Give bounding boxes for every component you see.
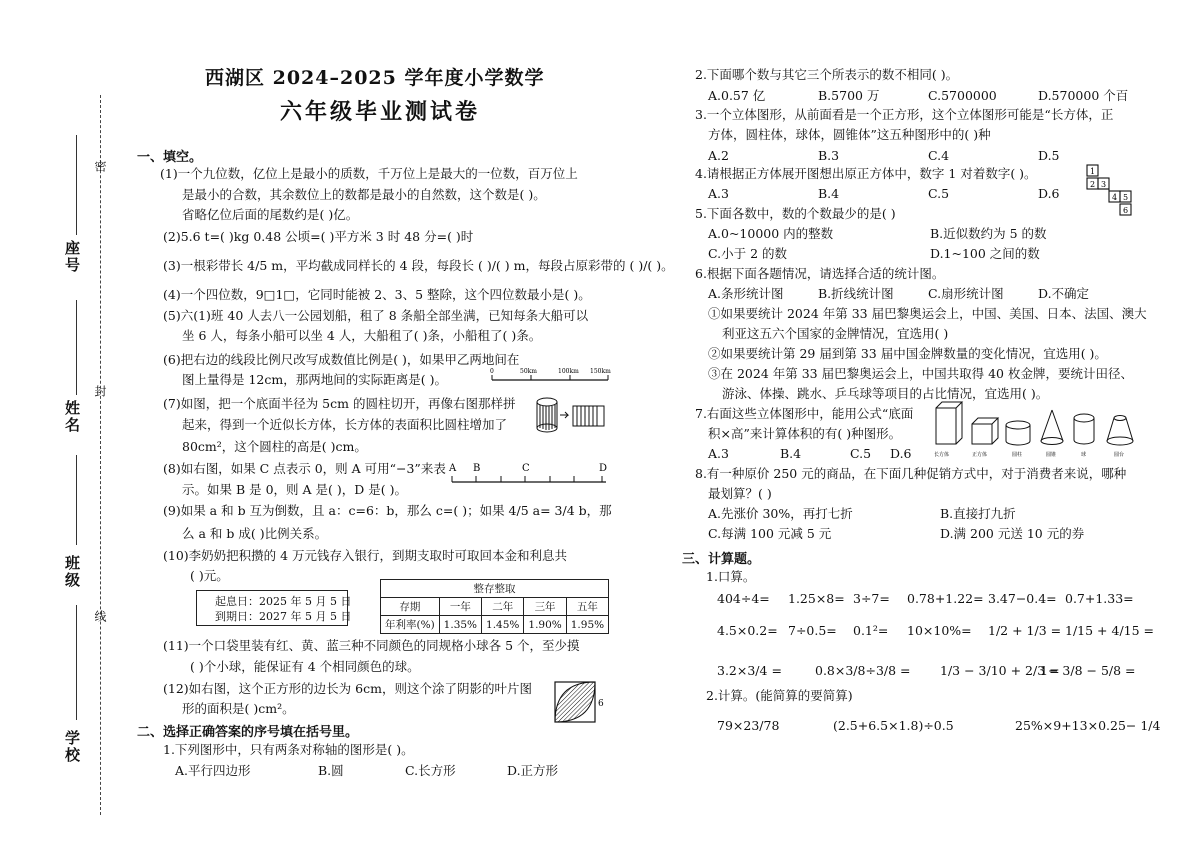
square-side-label: 6 bbox=[598, 699, 604, 709]
choice-q3-line2: 方体，圆柱体，球体，圆锥体”这五种图形中的( )种 bbox=[708, 127, 991, 142]
numline-b: B bbox=[473, 463, 481, 474]
bank-header-2y: 二年 bbox=[482, 598, 524, 616]
choice-q6-opt-c: C.扇形统计图 bbox=[928, 286, 1004, 301]
oral-r2-c1: 4.5×0.2= bbox=[717, 623, 778, 638]
choice-q4-opt-a: A.3 bbox=[708, 186, 729, 201]
choice-q3-line1: 3.一个立体图形，从前面看是一个正方形，这个立体图形可能是“长方体，正 bbox=[695, 107, 1114, 122]
choice-q6-opt-b: B.折线统计图 bbox=[818, 286, 894, 301]
net-face-6: 6 bbox=[1123, 206, 1129, 215]
choice-q5: 5.下面各数中，数的个数最少的是( ) bbox=[695, 206, 896, 221]
school-label: 学校 bbox=[63, 730, 81, 764]
choice-q7-line2: 积×高”来计算体积的有( )种图形。 bbox=[708, 426, 902, 441]
oral-r1-c2: 1.25×8= bbox=[788, 591, 845, 606]
bank-row-label: 年利率(%) bbox=[381, 616, 440, 634]
section-choice: 二、选择正确答案的序号填在括号里。 bbox=[137, 725, 359, 740]
oral-r1-c4: 0.78+1.22= bbox=[907, 591, 984, 606]
solid-label-1: 长方体 bbox=[934, 452, 950, 458]
choice-q3-opt-c: C.4 bbox=[928, 148, 950, 163]
choice-q2-opt-b: B.5700 万 bbox=[818, 88, 880, 103]
choice-q6-opt-a: A.条形统计图 bbox=[708, 286, 784, 301]
choice-q6-sub1-line2: 利亚这五六个国家的金牌情况，宜选用( ) bbox=[722, 326, 949, 341]
choice-q8-opt-d: D.满 200 元送 10 元的券 bbox=[940, 526, 1085, 541]
calc-1: 79×23/78 bbox=[717, 718, 780, 733]
bank-caption: 整存整取 bbox=[381, 580, 609, 598]
interest-table bbox=[380, 579, 609, 634]
bank-header-term: 存期 bbox=[381, 598, 440, 616]
scale-label-100: 100km bbox=[558, 368, 579, 375]
choice-q2-opt-d: D.570000 个百 bbox=[1038, 88, 1129, 103]
choice-q2-opt-a: A.0.57 亿 bbox=[708, 88, 766, 103]
bank-rate-1y: 1.35% bbox=[439, 616, 481, 634]
oral-calc-heading: 1.口算。 bbox=[706, 569, 756, 584]
choice-q1-opt-a: A.平行四边形 bbox=[175, 763, 251, 778]
solid-label-2: 正方体 bbox=[972, 452, 988, 458]
solid-label-4: 圆锥 bbox=[1046, 452, 1057, 458]
q1-line2: 是最小的合数，其余数位上的数都是最小的自然数，这个数是( )。 bbox=[182, 187, 546, 202]
seal-char: 密 bbox=[93, 160, 107, 172]
choice-q8-opt-a: A.先涨价 30%，再打七折 bbox=[708, 506, 853, 521]
q8-line2: 示。如果 B 是 0，则 A 是( )，D 是( )。 bbox=[182, 482, 407, 497]
number-line bbox=[446, 460, 611, 492]
choice-q7-opt-d: D.6 bbox=[890, 446, 912, 461]
section-fill-blank: 一、填空。 bbox=[137, 150, 203, 165]
seal-line bbox=[100, 95, 101, 815]
bank-header-3y: 三年 bbox=[524, 598, 566, 616]
choice-q7-opt-a: A.3 bbox=[708, 446, 729, 461]
bank-rate-3y: 1.90% bbox=[524, 616, 566, 634]
choice-q6-sub1-line1: ①如果要统计 2024 年第 33 届巴黎奥运会上，中国、美国、日本、法国、澳大 bbox=[708, 306, 1147, 321]
section-calc: 三、计算题。 bbox=[682, 552, 761, 567]
oral-r2-c5: 1/2 + 1/3 = bbox=[988, 623, 1062, 638]
choice-q5-opt-b: B.近似数约为 5 的数 bbox=[930, 226, 1047, 241]
choice-q3-opt-d: D.5 bbox=[1038, 148, 1060, 163]
choice-q2: 2.下面哪个数与其它三个所表示的数不相同( )。 bbox=[695, 67, 959, 82]
q12-line2: 形的面积是( )cm²。 bbox=[182, 701, 295, 716]
q7-line1: (7)如图，把一个底面半径为 5cm 的圆柱切开，再像右图那样拼 bbox=[163, 396, 516, 411]
q8-line1: (8)如右图，如果 C 点表示 0，则 A 可用“−3”来表 bbox=[163, 461, 446, 476]
choice-q4-opt-d: D.6 bbox=[1038, 186, 1060, 201]
bank-rate-5y: 1.95% bbox=[566, 616, 608, 634]
choice-q1: 1.下列图形中，只有两条对称轴的图形是( )。 bbox=[163, 742, 414, 757]
exam-title: 西湖区 2024–2025 学年度小学数学 bbox=[205, 67, 545, 89]
oral-r3-c3: 1/3 − 3/10 + 2/3 = bbox=[940, 663, 1060, 678]
q6-line1: (6)把右边的线段比例尺改写成数值比例是( )，如果甲乙两地间在 bbox=[163, 352, 520, 367]
choice-q8-line1: 8.有一种原价 250 元的商品，在下面几种促销方式中，对于消费者来说，哪种 bbox=[695, 466, 1127, 481]
name-label: 姓名 bbox=[63, 400, 81, 434]
start-date: 起息日：2025 年 5 月 5 日 bbox=[215, 595, 352, 608]
choice-q5-opt-a: A.0~10000 内的整数 bbox=[708, 226, 834, 241]
q5-line1: (5)六(1)班 40 人去八一公园划船，租了 8 条船全部坐满，已知每条大船可以 bbox=[163, 308, 589, 323]
choice-q1-opt-d: D.正方形 bbox=[507, 763, 559, 778]
solid-label-5: 球 bbox=[1081, 452, 1087, 458]
cylinder-figure bbox=[533, 396, 608, 434]
q3-line: (3)一根彩带长 4/5 m，平均截成同样长的 4 段，每段长 ( )/( ) m，每段占原彩带的 ( )/( )。 bbox=[163, 258, 674, 273]
q11-line2: ( )个小球，能保证有 4 个相同颜色的球。 bbox=[190, 659, 420, 674]
choice-q6-sub3-line1: ③在 2024 年第 33 届巴黎奥运会上，中国共取得 40 枚金牌，要统计田径、 bbox=[708, 366, 1133, 381]
choice-q1-opt-b: B.圆 bbox=[318, 763, 344, 778]
choice-q3-opt-b: B.3 bbox=[818, 148, 840, 163]
bank-header-5y: 五年 bbox=[566, 598, 608, 616]
bank-rate-2y: 1.45% bbox=[482, 616, 524, 634]
line-char: 线 bbox=[93, 610, 107, 622]
oral-r2-c2: 7÷0.5= bbox=[788, 623, 837, 638]
oral-r3-c2: 0.8×3/8÷3/8 = bbox=[815, 663, 911, 678]
numline-c: C bbox=[522, 463, 530, 474]
q12-line1: (12)如右图，这个正方形的边长为 6cm，则这个涂了阴影的叶片图 bbox=[163, 681, 532, 696]
name-field-line bbox=[76, 300, 77, 395]
oral-r1-c6: 0.7+1.33= bbox=[1065, 591, 1134, 606]
scale-label-150: 150km bbox=[590, 368, 611, 375]
net-face-5: 5 bbox=[1123, 193, 1129, 202]
net-face-4: 4 bbox=[1112, 193, 1118, 202]
solid-label-6: 圆台 bbox=[1114, 452, 1125, 458]
q7-line3: 80cm²，这个圆柱的高是( )cm。 bbox=[182, 439, 367, 454]
q10-line2: ( )元。 bbox=[190, 568, 229, 583]
choice-q4-opt-b: B.4 bbox=[818, 186, 840, 201]
leaf-square-figure bbox=[553, 680, 609, 726]
choice-q6: 6.根据下面各题情况，请选择合适的统计图。 bbox=[695, 266, 945, 281]
net-face-1: 1 bbox=[1090, 167, 1096, 176]
choice-q6-sub3-line2: 游泳、体操、跳水、乒乓球等项目的占比情况，宜选用( )。 bbox=[722, 386, 1049, 401]
fold-char: 封 bbox=[93, 385, 107, 397]
q7-line2: 起来，得到一个近似长方体，长方体的表面积比圆柱增加了 bbox=[182, 417, 508, 432]
scale-label-0: 0 bbox=[490, 368, 494, 375]
choice-q1-opt-c: C.长方形 bbox=[405, 763, 456, 778]
q1-line1: (1)一个九位数，亿位上是最小的质数，千万位上是最大的一位数，百万位上 bbox=[160, 166, 578, 181]
choice-q2-opt-c: C.5700000 bbox=[928, 88, 997, 103]
choice-q8-opt-b: B.直接打九折 bbox=[940, 506, 1016, 521]
choice-q5-opt-d: D.1~100 之间的数 bbox=[930, 246, 1040, 261]
oral-r3-c1: 3.2×3/4 = bbox=[717, 663, 782, 678]
oral-r1-c5: 3.47−0.4= bbox=[988, 591, 1057, 606]
oral-r3-c4: 1− 3/8 − 5/8 = bbox=[1040, 663, 1136, 678]
numline-a: A bbox=[449, 463, 457, 474]
numline-d: D bbox=[599, 463, 608, 474]
choice-q7-line1: 7.右面这些立体图形中，能用公式“底面 bbox=[695, 406, 914, 421]
class-field-line bbox=[76, 455, 77, 545]
net-face-3: 3 bbox=[1101, 180, 1107, 189]
choice-q8-line2: 最划算？( ) bbox=[708, 486, 772, 501]
calc-3: 25%×9+13×0.25− 1/4 bbox=[1015, 718, 1161, 733]
choice-q7-opt-c: C.5 bbox=[850, 446, 872, 461]
written-calc-heading: 2.计算。(能简算的要简算) bbox=[706, 688, 853, 703]
calc-2: (2.5+6.5×1.8)÷0.5 bbox=[833, 718, 954, 733]
choice-q6-opt-d: D.不确定 bbox=[1038, 286, 1090, 301]
choice-q6-sub2: ②如果要统计第 29 届到第 33 届中国金牌数量的变化情况，宜选用( )。 bbox=[708, 346, 1107, 361]
cube-net-figure bbox=[1083, 163, 1133, 225]
exam-subtitle: 六年级毕业测试卷 bbox=[280, 99, 481, 125]
net-face-2: 2 bbox=[1090, 180, 1096, 189]
choice-q3-opt-a: A.2 bbox=[708, 148, 729, 163]
q2-line: (2)5.6 t=( )kg 0.48 公顷=( )平方米 3 时 48 分=( )时 bbox=[163, 229, 474, 244]
oral-r2-c4: 10×10%= bbox=[907, 623, 972, 638]
deposit-dates-box bbox=[196, 590, 352, 626]
q1-line3: 省略亿位后面的尾数约是( )亿。 bbox=[182, 207, 359, 222]
end-date: 到期日：2027 年 5 月 5 日 bbox=[215, 610, 352, 623]
scale-label-50: 50km bbox=[520, 368, 537, 375]
seat-field-line bbox=[76, 135, 77, 235]
oral-r2-c6: 1/15 + 4/15 = bbox=[1065, 623, 1155, 638]
choice-q8-opt-c: C.每满 100 元减 5 元 bbox=[708, 526, 832, 541]
school-field-line bbox=[76, 605, 77, 720]
choice-q5-opt-c: C.小于 2 的数 bbox=[708, 246, 787, 261]
q6-line2: 图上量得是 12cm，那两地间的实际距离是( )。 bbox=[182, 372, 447, 387]
q9-line1: (9)如果 a 和 b 互为倒数，且 a：c=6：b，那么 c=( )；如果 4/5 a= 3/4 b，那 bbox=[163, 503, 612, 518]
bank-header-1y: 一年 bbox=[439, 598, 481, 616]
q10-line1: (10)李奶奶把积攒的 4 万元钱存入银行，到期支取时可取回本金和利息共 bbox=[163, 548, 568, 563]
choice-q4: 4.请根据正方体展开图想出原正方体中，数字 1 对着数字( )。 bbox=[695, 166, 1037, 181]
scale-bar bbox=[488, 366, 613, 388]
q11-line1: (11)一个口袋里装有红、黄、蓝三种不同颜色的同规格小球各 5 个，至少摸 bbox=[163, 638, 580, 653]
class-label: 班级 bbox=[63, 555, 81, 589]
oral-r2-c3: 0.1²= bbox=[853, 623, 889, 638]
choice-q7-opt-b: B.4 bbox=[780, 446, 802, 461]
q9-line2: 么 a 和 b 成( )比例关系。 bbox=[182, 526, 328, 541]
solid-label-3: 圆柱 bbox=[1012, 452, 1023, 458]
seat-label: 座号 bbox=[63, 240, 81, 274]
choice-q4-opt-c: C.5 bbox=[928, 186, 950, 201]
oral-r1-c1: 404÷4= bbox=[717, 591, 770, 606]
q4-line: (4)一个四位数，9□1□，它同时能被 2、3、5 整除，这个四位数最小是( )。 bbox=[163, 287, 591, 302]
solids-figure bbox=[930, 396, 1142, 460]
oral-r1-c3: 3÷7= bbox=[853, 591, 890, 606]
q5-line2: 坐 6 人，每条小船可以坐 4 人，大船租了( )条，小船租了( )条。 bbox=[182, 328, 542, 343]
